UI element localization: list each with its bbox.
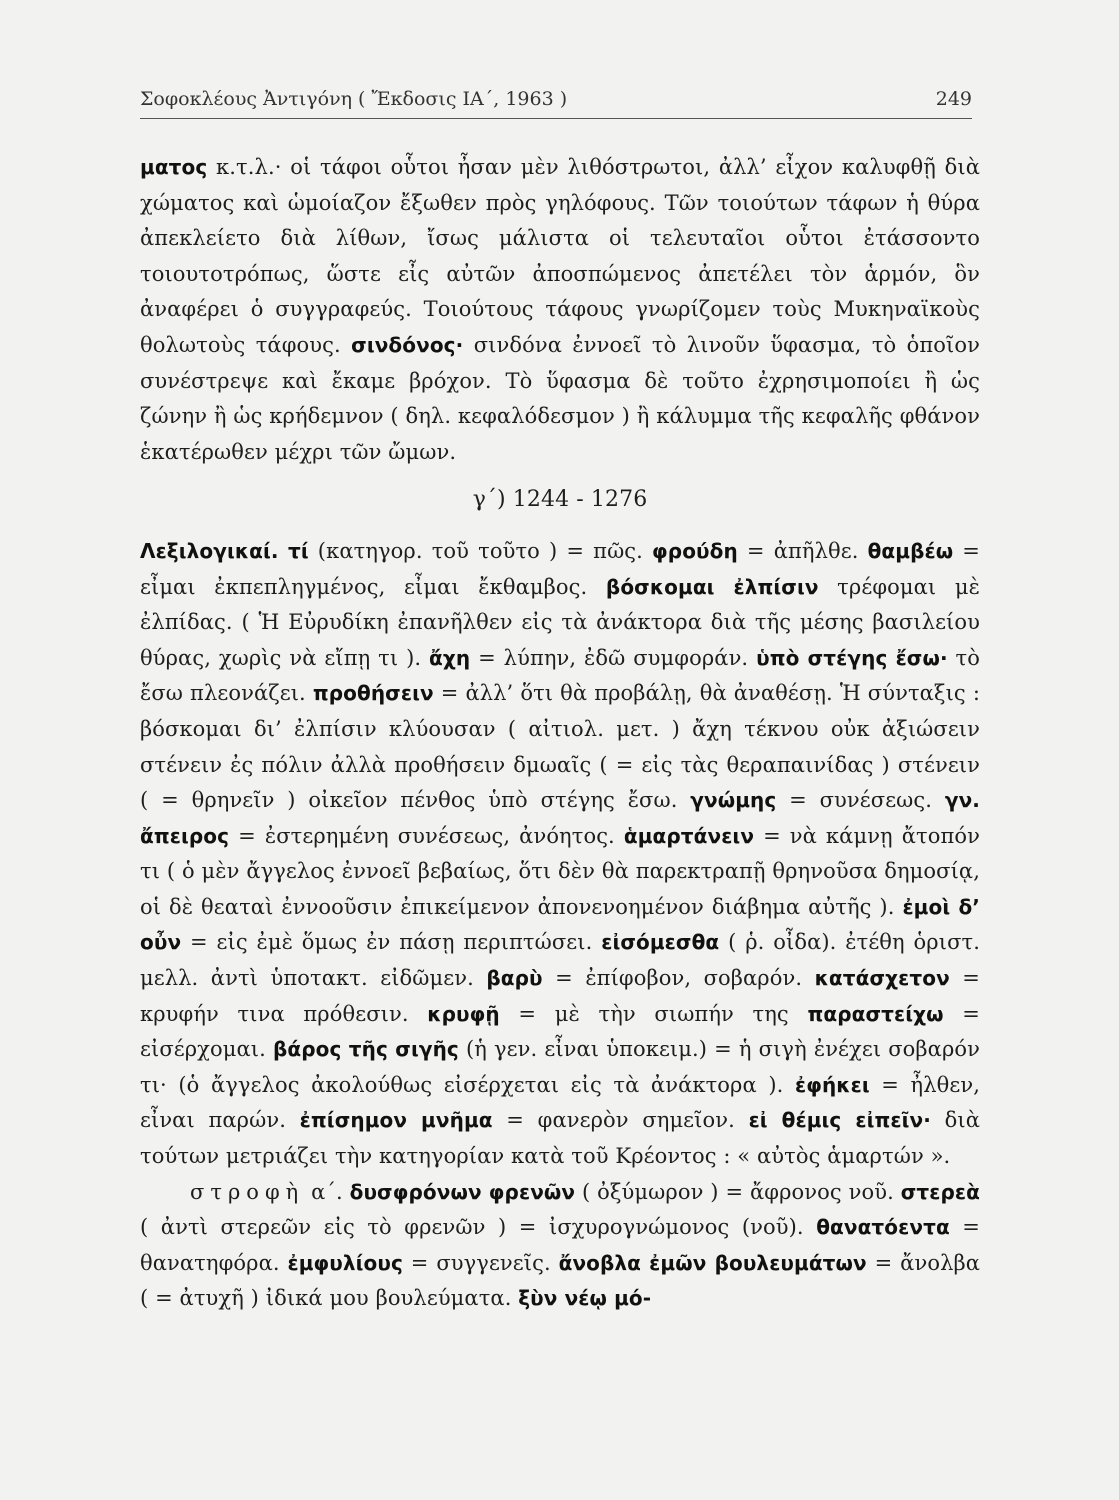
gloss-text: = φανερὸν σημεῖον. xyxy=(492,1108,749,1133)
lemma: σινδόνος· xyxy=(351,332,464,357)
gloss-text: = ἐστερημένη συνέσεως, ἀνόητος. xyxy=(229,823,624,848)
lemma: ἁμαρτάνειν xyxy=(623,823,755,848)
gloss-text: = θανατηφόρα. xyxy=(140,1215,980,1275)
lemma: γνώμης xyxy=(690,788,777,813)
lemma: θανατόεντα xyxy=(816,1215,950,1240)
lemma: προθήσειν xyxy=(312,681,434,706)
lemma: ματος xyxy=(140,155,208,179)
page-number: 249 xyxy=(935,88,972,110)
lemma: ἄχη xyxy=(429,645,471,670)
gloss-text: κ.τ.λ.· οἱ τάφοι οὗτοι ἦσαν μὲν λιθόστρωτοι, ἀλλ’ εἶχον καλυφθῇ διὰ χώματος καὶ ὡμοίαζον ἔξωθεν πρὸς γηλόφους. Τῶν τοιούτων τάφων ἡ θύρα ἀπεκλείετο διὰ λίθων, ἴσως μάλιστα οἱ τελευταῖοι οὗτοι ἐτάσσοντο τοιουτοτρόπως, ὥστε εἶς αὐτῶν ἀποσπώμενος ἀπετέλει τὸν ἁρμόν, ὃν ἀναφέρει ὁ συγγραφεύς. Τοιούτους τάφους γνωρίζομεν τοὺς Μυκηναϊκοὺς θολωτοὺς τάφους. xyxy=(140,155,980,357)
gloss-text: = ἐπίφοβον, σοβαρόν. xyxy=(542,966,815,991)
lemma: ξὺν νέῳ μό- xyxy=(518,1286,652,1311)
lemma: ἐφήκει xyxy=(794,1072,870,1097)
gloss-text: = συγγενεῖς. xyxy=(402,1250,559,1275)
gloss-text: = εἶμαι ἐκπεπληγμένος, εἶμαι ἔκθαμβος. xyxy=(140,538,981,599)
gloss-text: ( ἀντὶ στερεῶν εἰς τὸ φρενῶν ) = ἰσχυρογνώμονος (νοῦ). xyxy=(140,1215,817,1240)
gloss-text: = κρυφήν τινα πρόθεσιν. xyxy=(140,966,980,1026)
gloss-text: = εἰς ἐμὲ ὅμως ἐν πάσῃ περιπτώσει. xyxy=(181,930,602,955)
gloss-text: (ἡ γεν. εἶναι ὑποκειμ.) = ἡ σιγὴ ἐνέχει σοβαρόν τι· (ὁ ἄγγελος ἀκολούθως εἰσέρχεται εἰς τὰ ἀνάκτορα ). xyxy=(140,1037,980,1097)
paragraph-lexical xyxy=(140,534,980,1175)
lemma: κατάσχετον xyxy=(814,966,950,991)
lemma: θαμβέω xyxy=(867,538,954,563)
gloss-text: = συνέσεως. xyxy=(776,788,945,813)
lemma: γν. ἄπειρος xyxy=(140,788,980,848)
spaced-term: στροφὴ xyxy=(190,1179,305,1204)
gloss-text: σινδόνα ἐννοεῖ τὸ λινοῦν ὕφασμα, τὸ ὁποῖον συνέστρεψε καὶ ἔκαμε βρόχον. Τὸ ὕφασμα δὲ τοῦτο ἐχρησιμοποίει ἢ ὡς ζώνην ἢ ὡς κρήδεμνον ( δηλ. κεφαλόδεσμον ) ἢ κάλυμμα τῆς κεφαλῆς φθάνον ἑκατέρωθεν μέχρι τῶν ὤμων. xyxy=(140,332,980,464)
lemma: στερεὰ xyxy=(900,1179,980,1204)
lemma: εἰ θέμις εἰπεῖν· xyxy=(748,1108,931,1133)
gloss-text: διὰ τούτων μετριάζει τὴν κατηγορίαν κατὰ τοῦ Κρέοντος : « αὐτὸς ἁμαρτών ». xyxy=(140,1108,980,1169)
gloss-text: = νὰ κάμνῃ ἄτοπόν τι ( ὁ μὲν ἄγγελος ἐννοεῖ βεβαίως, ὅτι δὲν θὰ παρεκτραπῇ θρηνοῦσα δημοσίᾳ, οἱ δὲ θεαταὶ ἐννοοῦσιν ἐπικείμενον ἀπονενοημένον διάβημα αὐτῆς ). xyxy=(140,823,980,919)
gloss-text: τὸ ἔσω πλεονάζει. xyxy=(140,645,980,706)
lemma: κρυφῇ xyxy=(427,1001,500,1026)
lemma: δυσφρόνων φρενῶν xyxy=(349,1179,576,1204)
lemma: βάρος τῆς σιγῆς xyxy=(272,1037,459,1062)
lemma: ἐμοὶ δ’ οὖν xyxy=(140,894,980,955)
lemma: ἐπίσημον μνῆμα xyxy=(299,1108,493,1133)
gloss-text: = εἰσέρχομαι. xyxy=(140,1001,980,1062)
lemma: παραστείχω xyxy=(807,1001,944,1026)
paragraph-1 xyxy=(140,150,980,470)
lemma: βαρὺ xyxy=(486,966,543,991)
lemma: ἐμφυλίους xyxy=(287,1250,403,1275)
lemma: ὑπὸ στέγης ἔσω· xyxy=(756,645,948,670)
gloss-text: = ἦλθεν, εἶναι παρών. xyxy=(140,1072,981,1133)
gloss-text: = λύπην, ἐδῶ συμφοράν. xyxy=(470,645,757,670)
lemma: εἰσόμεσθα xyxy=(601,930,720,955)
gloss-text: = μὲ τὴν σιωπήν της xyxy=(499,1001,808,1026)
body-text xyxy=(140,150,980,1317)
lemma: φρούδη xyxy=(652,538,738,563)
gloss-text: = ἄνολβα ( = ἀτυχῆ ) ἰδικά μου βουλεύματα. xyxy=(140,1250,980,1311)
gloss-text: (κατηγορ. τοῦ τοῦτο ) = πῶς. xyxy=(308,538,653,563)
gloss-text: = ἀλλ’ ὅτι θὰ προβάλῃ, θὰ ἀναθέσῃ. Ἡ σύνταξις : βόσκομαι δι’ ἐλπίσιν κλύουσαν ( αἰτιολ. μετ. ) ἄχη τέκνου οὐκ ἀξιώσειν στένειν ἐς πόλιν ἀλλὰ προθήσειν δμωαῖς ( = εἰς τὰς θεραπαινίδας ) στένειν ( = θρηνεῖν ) οἰκεῖον πένθος ὑπὸ στέγης ἔσω. xyxy=(140,681,980,813)
gloss-text: α΄. xyxy=(304,1179,350,1204)
lemma: Λεξιλογικαί. τί xyxy=(140,538,309,563)
lemma: ἄνοβλα ἐμῶν βουλευμάτων xyxy=(558,1250,867,1275)
gloss-text: τρέφομαι μὲ ἐλπίδας. ( Ἡ Εὐρυδίκη ἐπανῆλθεν εἰς τὰ ἀνάκτορα διὰ τῆς μέσης βασιλείου θύρας, χωρὶς νὰ εἴπῃ τι ). xyxy=(140,574,980,670)
running-header xyxy=(140,88,972,119)
paragraph-strophe xyxy=(140,1175,980,1317)
section-heading: γ΄) 1244 - 1276 xyxy=(472,487,648,513)
gloss-text: ( ὀξύμωρον ) = ἄφρονος νοῦ. xyxy=(575,1179,901,1204)
lemma: βόσκομαι ἐλπίσιν xyxy=(605,574,819,599)
gloss-text: = ἀπῆλθε. xyxy=(737,538,868,563)
header-title: Σοφοκλέους Ἀντιγόνη ( Ἔκδοσις ΙΑ΄, 1963 ) xyxy=(140,88,568,110)
gloss-text: ( ῥ. οἶδα). ἐτέθη ὁριστ. μελλ. ἀντὶ ὑποτακτ. εἰδῶμεν. xyxy=(140,930,980,991)
